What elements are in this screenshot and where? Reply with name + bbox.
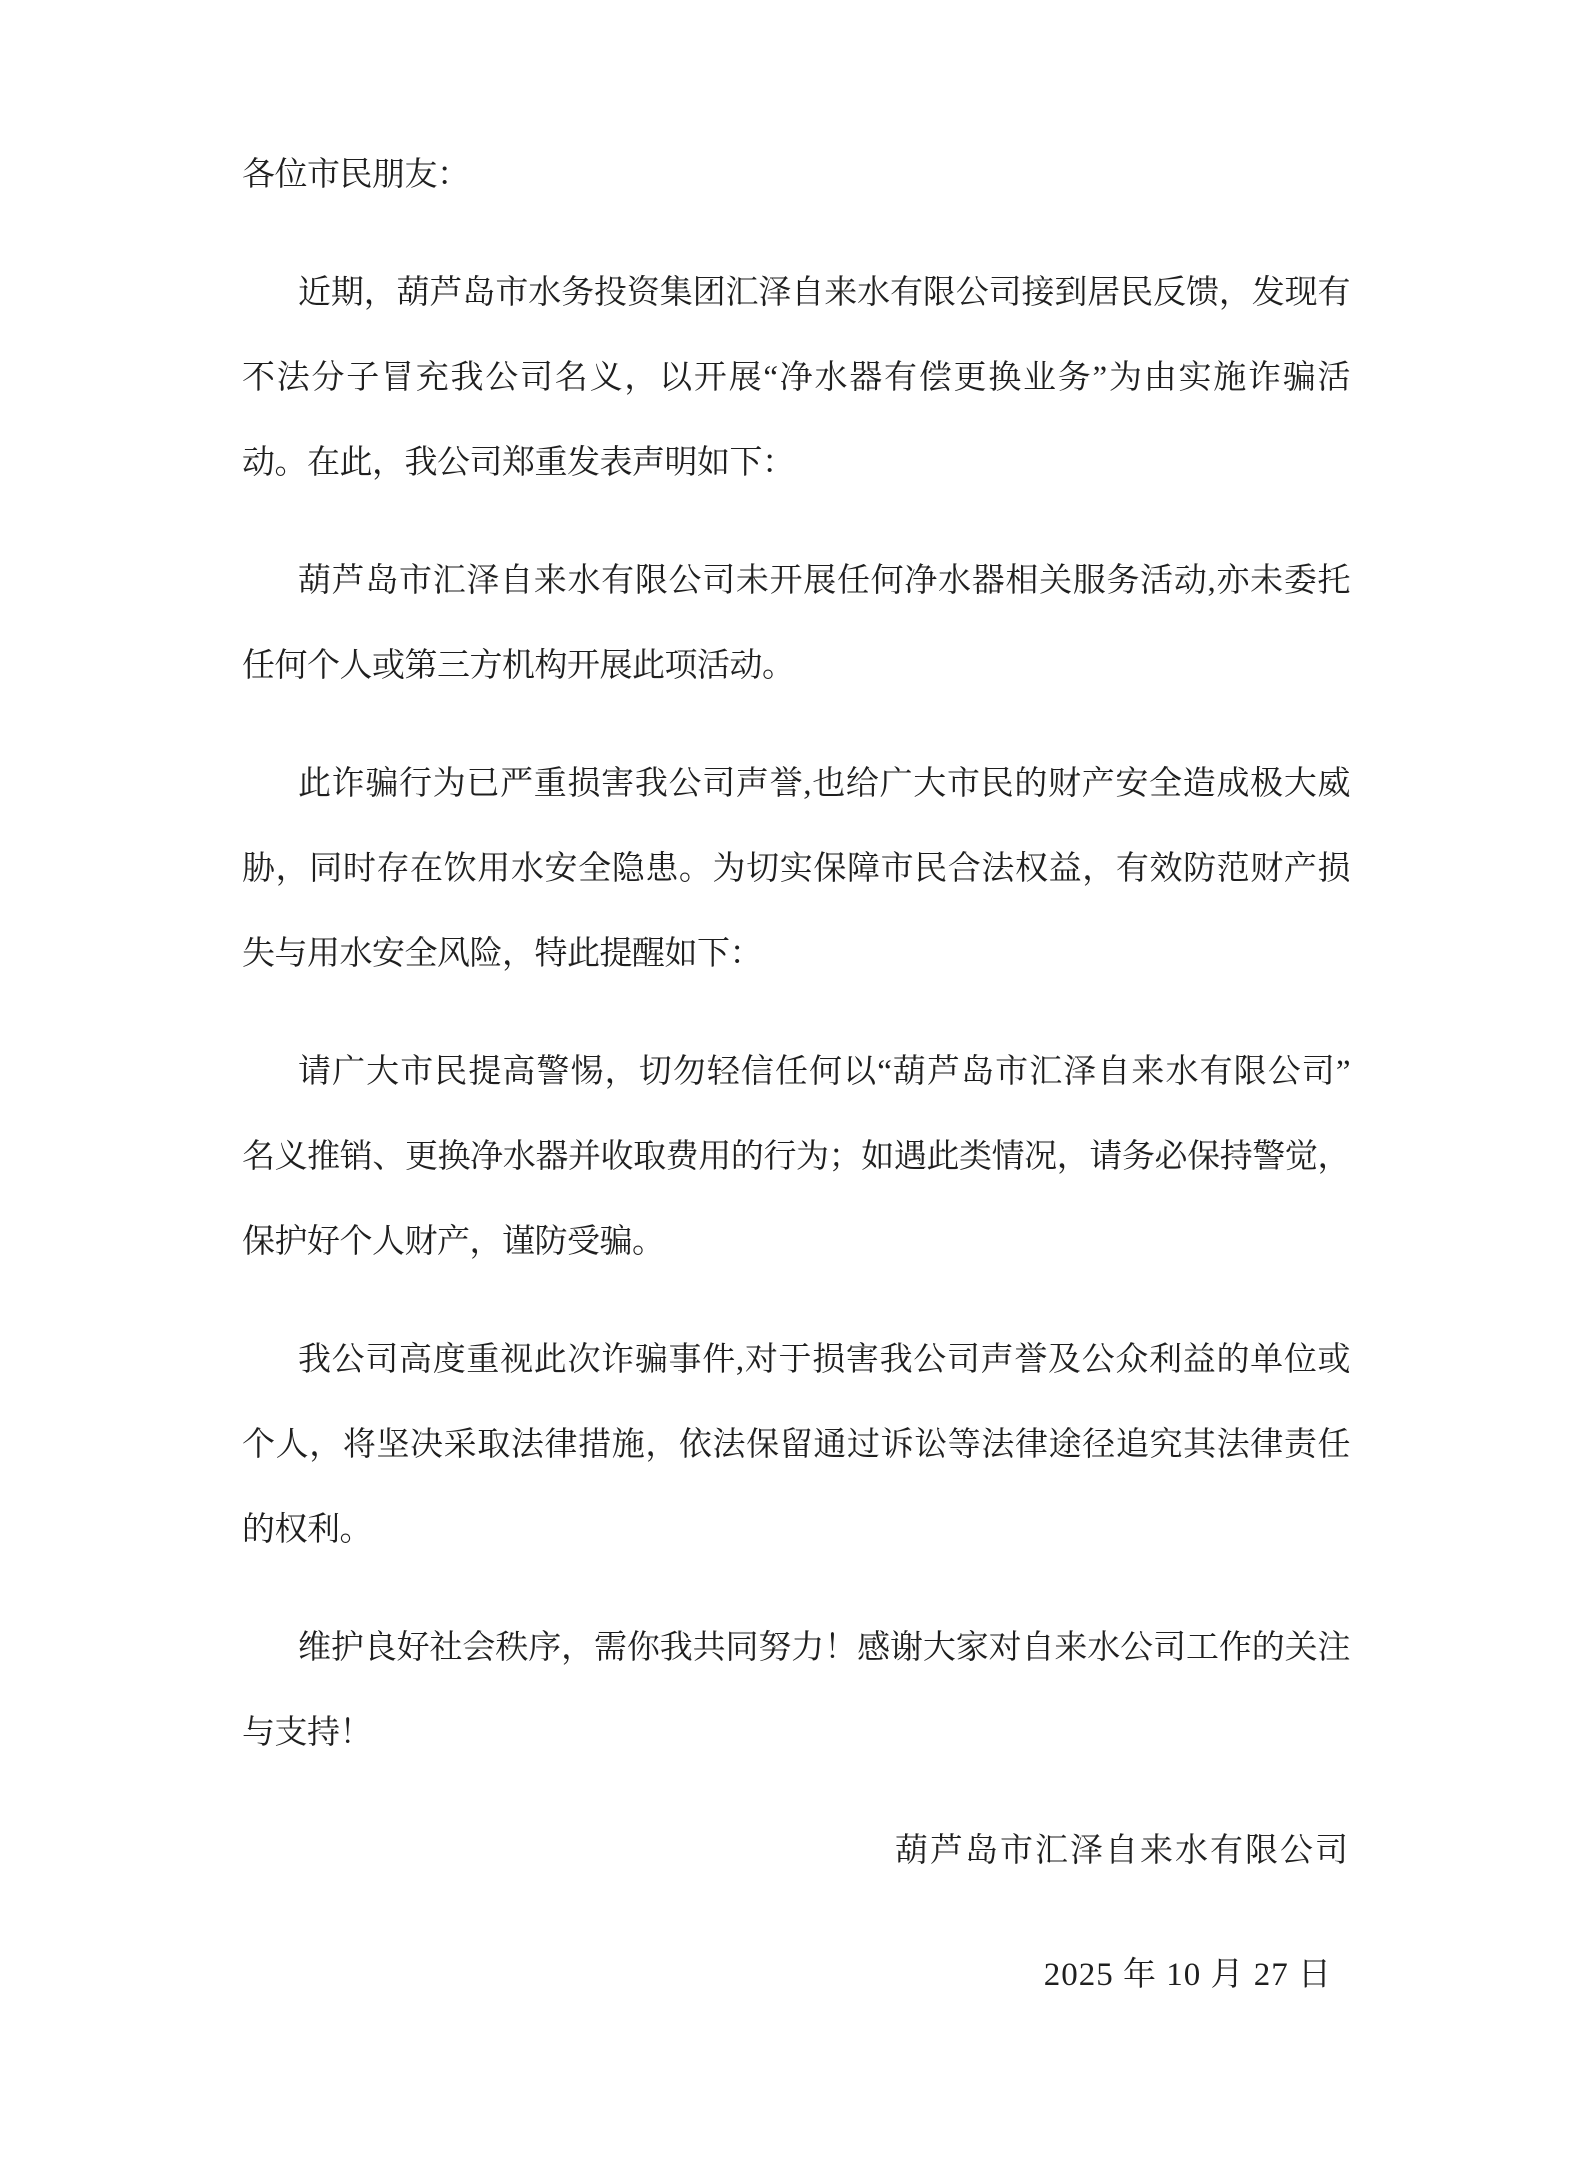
text-line: 失与用水安全风险，特此提醒如下：	[242, 936, 762, 972]
paragraph	[242, 251, 1350, 506]
date-line: 2025 年 10 月 27 日	[1043, 1957, 1332, 1993]
text-line: 请广大市民提高警惕，切勿轻信任何以“葫芦岛市汇泽自来水有限公司”	[298, 1054, 1350, 1090]
text-line: 葫芦岛市汇泽自来水有限公司未开展任何净水器相关服务活动,亦未委托	[298, 563, 1350, 599]
paragraph	[242, 1606, 1350, 1776]
text-line: 与支持！	[242, 1715, 372, 1751]
document-body	[242, 133, 1350, 2018]
text-line: 任何个人或第三方机构开展此项活动。	[242, 648, 795, 684]
text-line: 保护好个人财产，谨防受骗。	[242, 1224, 665, 1260]
paragraph	[242, 1030, 1350, 1285]
text-line: 维护良好社会秩序，需你我共同努力！感谢大家对自来水公司工作的关注	[298, 1630, 1350, 1666]
signature-line: 葫芦岛市汇泽自来水有限公司	[895, 1833, 1350, 1869]
text-line: 我公司高度重视此次诈骗事件,对于损害我公司声誉及公众利益的单位或	[298, 1342, 1350, 1378]
paragraph	[242, 1318, 1350, 1573]
text-line: 此诈骗行为已严重损害我公司声誉,也给广大市民的财产安全造成极大威	[298, 766, 1350, 802]
text-line: 动。在此，我公司郑重发表声明如下：	[242, 445, 795, 481]
paragraph	[242, 742, 1350, 997]
salutation-line: 各位市民朋友：	[242, 157, 470, 193]
text-line: 名义推销、更换净水器并收取费用的行为；如遇此类情况，请务必保持警觉，	[242, 1139, 1350, 1175]
document-paragraphs	[242, 251, 1350, 1776]
paragraph	[242, 539, 1350, 709]
text-line: 不法分子冒充我公司名义，以开展“净水器有偿更换业务”为由实施诈骗活	[242, 360, 1350, 396]
text-line: 的权利。	[242, 1512, 372, 1548]
text-line: 胁，同时存在饮用水安全隐患。为切实保障市民合法权益，有效防范财产损	[242, 851, 1350, 887]
text-line: 个人，将坚决采取法律措施，依法保留通过诉讼等法律途径追究其法律责任	[242, 1427, 1350, 1463]
text-line: 近期，葫芦岛市水务投资集团汇泽自来水有限公司接到居民反馈，发现有	[298, 275, 1350, 311]
